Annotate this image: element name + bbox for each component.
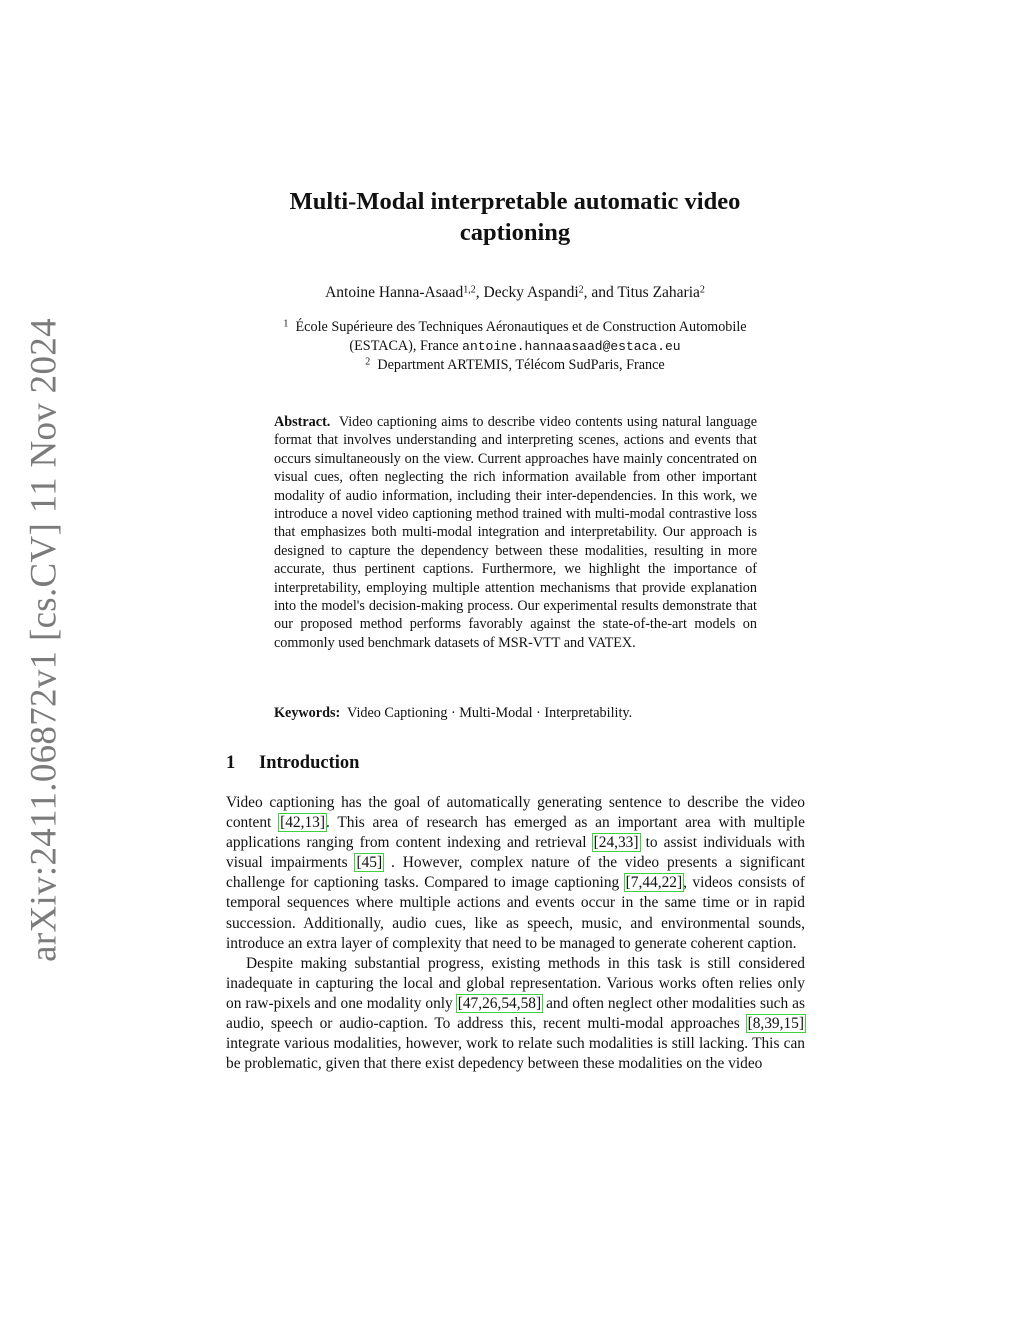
paragraph-2 bbox=[226, 954, 805, 1075]
affiliations bbox=[220, 318, 810, 375]
affiliation-mark: 1 bbox=[283, 318, 289, 330]
paper-title bbox=[220, 186, 810, 248]
author-affil-mark: 1,2 bbox=[463, 284, 476, 296]
author-name: Decky Aspandi bbox=[483, 284, 579, 301]
paragraph-text: Video captioning has the goal of automatically generating sentence to describe the video content bbox=[226, 794, 805, 832]
affiliation-text: (ESTACA), France bbox=[349, 337, 463, 354]
author-separator: , bbox=[475, 284, 484, 301]
keywords bbox=[274, 705, 757, 722]
section-number: 1 bbox=[226, 753, 236, 773]
keywords-text: Video Captioning · Multi-Modal · Interpretability. bbox=[347, 705, 633, 721]
paragraph-text: , videos consists of temporal sequences where multiple actions and events occur in the same time or in rapid succession. Additionally, audio cues, like as speech, music, and environmental sounds, introduce an extra layer of complexity that need to be managed to generate coherent caption. bbox=[226, 874, 805, 952]
section-title: Introduction bbox=[259, 753, 360, 773]
citation-link[interactable]: [7,44,22] bbox=[625, 874, 683, 892]
citation-link[interactable]: [47,26,54,58] bbox=[457, 994, 542, 1012]
affiliation-1-line-1 bbox=[220, 318, 810, 337]
title-line-2: captioning bbox=[459, 219, 571, 246]
title-line-1: Multi-Modal interpretable automatic video bbox=[289, 188, 741, 215]
introduction-body bbox=[226, 793, 805, 1074]
author-list bbox=[220, 284, 810, 302]
paragraph-text: integrate various modalities, however, work to relate such modalities is still lacking. This can be problematic, given that there exist depedency between these modalities on the video bbox=[226, 1035, 805, 1073]
citation-link[interactable]: [45] bbox=[356, 854, 383, 872]
affiliation-1-line-2 bbox=[220, 337, 810, 357]
paragraph-text: and often neglect other modalities such as audio, speech or audio-caption. To address this, recent multi-modal approaches bbox=[226, 994, 805, 1033]
author-name: Titus Zaharia bbox=[617, 284, 700, 301]
author-name: Antoine Hanna-Asaad bbox=[325, 284, 464, 301]
author-affil-mark: 2 bbox=[699, 284, 705, 296]
citation-link[interactable]: [8,39,15] bbox=[747, 1015, 804, 1033]
author-affil-mark: 2 bbox=[578, 284, 584, 296]
paragraph-text: Despite making substantial progress, existing methods in this task is still considered inadequate in capturing the local and global representation. Various works often relies only on raw-pixels and one modality only bbox=[226, 954, 805, 1012]
abstract-text: Video captioning aims to describe video contents using natural language format that involves understanding and interpreting scenes, actions and events that occurs simultaneously on the view. Current approaches have mainly concentrated on visual cues, often neglecting the rich information available from other important modality of audio information, including their inter-dependencies. In this work, we introduce a novel video captioning method trained with multi-modal contrastive loss that emphasizes both multi-modal integration and interpretability. Our approach is designed to capture the dependency between these modalities, resulting in more accurate, thus pertinent captions. Furthermore, we highlight the importance of interpretability, employing multiple attention mechanisms that provide explanation into the model's decision-making process. Our experimental results demonstrate that our proposed method performs favorably against the state-of-the-art models on commonly used benchmark datasets of MSR-VTT and VATEX. bbox=[274, 414, 757, 651]
author-separator: , and bbox=[583, 284, 618, 301]
abstract bbox=[274, 413, 757, 652]
paragraph-text: to assist individuals with visual impairments bbox=[226, 834, 805, 872]
section-heading-introduction bbox=[226, 753, 359, 774]
arxiv-identifier: arXiv:2411.06872v1 [cs.CV] 11 Nov 2024 bbox=[23, 318, 65, 962]
author-email-link[interactable]: antoine.hannaasaad@estaca.eu bbox=[462, 338, 681, 354]
affiliation-text: École Supérieure des Techniques Aéronautiques et de Construction Automobile bbox=[295, 319, 747, 335]
paragraph-1 bbox=[226, 793, 805, 954]
affiliation-2 bbox=[220, 356, 810, 375]
citation-link[interactable]: [42,13] bbox=[280, 814, 325, 832]
affiliation-mark: 2 bbox=[365, 356, 371, 368]
paragraph-text: . This area of research has emerged as an important area with multiple applications ranging from content indexing and retrieval bbox=[226, 814, 805, 852]
keywords-label: Keywords: bbox=[274, 705, 341, 721]
affiliation-text: Department ARTEMIS, Télécom SudParis, France bbox=[377, 357, 665, 373]
citation-link[interactable]: [24,33] bbox=[593, 834, 639, 852]
abstract-label: Abstract. bbox=[274, 414, 331, 430]
paragraph-text: . However, complex nature of the video presents a significant challenge for captioning tasks. Compared to image captioning bbox=[226, 854, 805, 892]
